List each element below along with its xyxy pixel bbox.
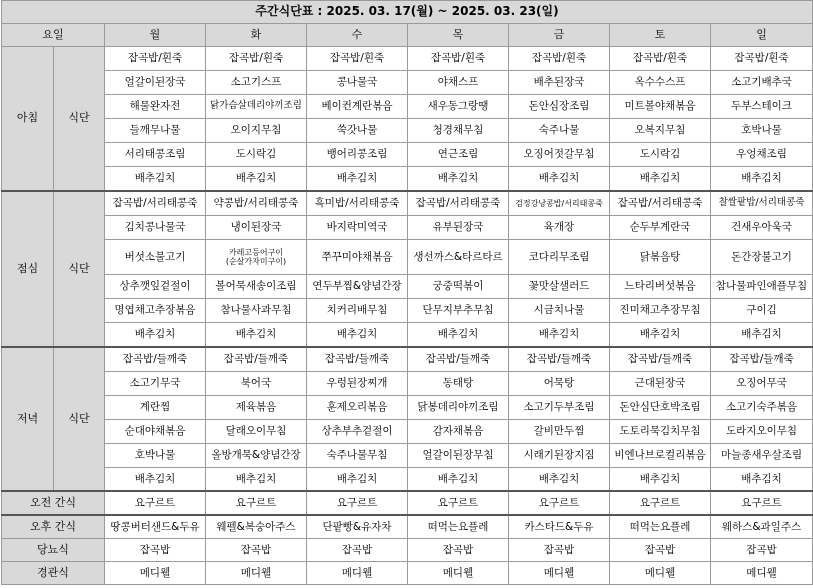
day-header: 일 <box>711 24 813 47</box>
breakfast-menu-item: 배추김치 <box>105 167 206 192</box>
lunch-menu-item: 약콩밥/서리태콩죽 <box>206 191 307 216</box>
dinner-menu-item: 잡곡밥/들깨죽 <box>610 347 711 372</box>
snack-item-pm: 떠먹는요플레 <box>408 515 509 539</box>
breakfast-menu-item: 잡곡밥/흰죽 <box>105 47 206 71</box>
lunch-menu-item: 건새우아욱국 <box>711 216 813 240</box>
snack-item-am: 요구르트 <box>105 491 206 515</box>
breakfast-menu-item: 숙주나물 <box>509 119 610 143</box>
breakfast-menu-item: 미트볼야채볶음 <box>610 95 711 119</box>
lunch-menu-item: 참나물사과무침 <box>206 299 307 323</box>
breakfast-menu-item: 소고기스프 <box>206 71 307 95</box>
breakfast-meal-sublabel: 식단 <box>54 47 105 192</box>
breakfast-menu-item: 야채스프 <box>408 71 509 95</box>
snack-item-diabetic: 잡곡밥 <box>105 539 206 562</box>
lunch-menu-item: 생선까스&타르타르 <box>408 240 509 275</box>
dinner-menu-item: 어묵탕 <box>509 372 610 396</box>
breakfast-menu-item: 서리태콩조림 <box>105 143 206 167</box>
breakfast-menu-item: 연근조림 <box>408 143 509 167</box>
lunch-menu-item: 배추김치 <box>711 323 813 348</box>
day-label-header: 요일 <box>2 24 105 47</box>
breakfast-menu-item: 배추김치 <box>408 167 509 192</box>
dinner-menu-item: 마늘종새우살조림 <box>711 444 813 468</box>
lunch-menu-item: 잡곡밥/서리태콩죽 <box>610 191 711 216</box>
dinner-menu-item: 숙주나물무침 <box>307 444 408 468</box>
snack-item-tube: 메디웰 <box>206 562 307 585</box>
snack-item-am: 요구르트 <box>610 491 711 515</box>
lunch-menu-item: 구이김 <box>711 299 813 323</box>
lunch-menu-item: 육개장 <box>509 216 610 240</box>
snack-item-pm: 웨하스&과일주스 <box>711 515 813 539</box>
breakfast-menu-item: 돈안심장조림 <box>509 95 610 119</box>
breakfast-menu-item: 잡곡밥/흰죽 <box>206 47 307 71</box>
lunch-menu-item: 흑미밥/서리태콩죽 <box>307 191 408 216</box>
snack-item-tube: 메디웰 <box>509 562 610 585</box>
snack-label-am: 오전 간식 <box>2 491 105 515</box>
breakfast-menu-item: 새우동그랑땡 <box>408 95 509 119</box>
lunch-menu-item: 진미채고추장무침 <box>610 299 711 323</box>
snack-item-diabetic: 잡곡밥 <box>408 539 509 562</box>
lunch-menu-item: 배추김치 <box>408 323 509 348</box>
dinner-menu-item: 배추김치 <box>206 468 307 492</box>
dinner-menu-item: 감자채볶음 <box>408 420 509 444</box>
breakfast-menu-item: 잡곡밥/흰죽 <box>610 47 711 71</box>
lunch-menu-item: 치커리배무침 <box>307 299 408 323</box>
lunch-menu-item: 버섯소불고기 <box>105 240 206 275</box>
breakfast-meal-label: 아침 <box>2 47 54 192</box>
breakfast-menu-item: 배추김치 <box>307 167 408 192</box>
dinner-menu-item: 우렁된장찌개 <box>307 372 408 396</box>
dinner-menu-item: 배추김치 <box>307 468 408 492</box>
snack-item-pm: 웨펠&복숭아주스 <box>206 515 307 539</box>
dinner-menu-item: 배추김치 <box>408 468 509 492</box>
breakfast-menu-item: 잡곡밥/흰죽 <box>307 47 408 71</box>
day-header: 금 <box>509 24 610 47</box>
snack-item-pm: 단팥빵&유자차 <box>307 515 408 539</box>
weekly-menu-table <box>1 0 813 585</box>
snack-item-am: 요구르트 <box>408 491 509 515</box>
breakfast-menu-item: 오복지무침 <box>610 119 711 143</box>
snack-item-pm: 땅콩버터샌드&두유 <box>105 515 206 539</box>
lunch-menu-item: 바지락미역국 <box>307 216 408 240</box>
menu-title: 주간식단표 : 2025. 03. 17(월) ~ 2025. 03. 23(일) <box>2 1 813 24</box>
snack-label-tube: 경관식 <box>2 562 105 585</box>
lunch-meal-sublabel: 식단 <box>54 191 105 347</box>
lunch-menu-item: 유부된장국 <box>408 216 509 240</box>
dinner-menu-item: 순대야채볶음 <box>105 420 206 444</box>
lunch-meal-label: 점심 <box>2 191 54 347</box>
dinner-menu-item: 도라지오이무침 <box>711 420 813 444</box>
breakfast-menu-item: 닭가슴살데리야끼조림 <box>206 95 307 119</box>
day-header: 화 <box>206 24 307 47</box>
breakfast-menu-item: 잡곡밥/흰죽 <box>509 47 610 71</box>
snack-item-tube: 메디웰 <box>307 562 408 585</box>
dinner-menu-item: 배추김치 <box>711 468 813 492</box>
breakfast-menu-item: 쑥갓나물 <box>307 119 408 143</box>
lunch-menu-item: 찰쌀팥밥/서리태콩죽 <box>711 191 813 216</box>
breakfast-menu-item: 청경채무침 <box>408 119 509 143</box>
dinner-menu-item: 소고기무국 <box>105 372 206 396</box>
snack-item-diabetic: 잡곡밥 <box>307 539 408 562</box>
breakfast-menu-item: 오징어젓갈무침 <box>509 143 610 167</box>
lunch-menu-item: 단무지부추무침 <box>408 299 509 323</box>
lunch-menu-item: 꽃맛살샐러드 <box>509 275 610 299</box>
snack-label-pm: 오후 간식 <box>2 515 105 539</box>
breakfast-menu-item: 옥수수스프 <box>610 71 711 95</box>
day-header: 수 <box>307 24 408 47</box>
lunch-menu-item: 배추김치 <box>206 323 307 348</box>
lunch-menu-item: 볼어묵새송이조림 <box>206 275 307 299</box>
dinner-menu-item: 닭봉데리야끼조림 <box>408 396 509 420</box>
snack-item-tube: 메디웰 <box>711 562 813 585</box>
dinner-menu-item: 잡곡밥/들깨죽 <box>307 347 408 372</box>
lunch-menu-item: 닭볶음탕 <box>610 240 711 275</box>
dinner-menu-item: 배추김치 <box>610 468 711 492</box>
day-header: 월 <box>105 24 206 47</box>
breakfast-menu-item: 도시락김 <box>206 143 307 167</box>
breakfast-menu-item: 배추된장국 <box>509 71 610 95</box>
dinner-menu-item: 올방개묵&양념간장 <box>206 444 307 468</box>
lunch-menu-item: 배추김치 <box>610 323 711 348</box>
lunch-menu-item: 느타리버섯볶음 <box>610 275 711 299</box>
breakfast-menu-item: 호박나물 <box>711 119 813 143</box>
dinner-menu-item: 북어국 <box>206 372 307 396</box>
breakfast-menu-item: 잡곡밥/흰죽 <box>711 47 813 71</box>
lunch-menu-item: 잡곡밥/서리태콩죽 <box>105 191 206 216</box>
dinner-menu-item: 상추부추겉절이 <box>307 420 408 444</box>
dinner-menu-item: 얼갈이된장무침 <box>408 444 509 468</box>
snack-item-am: 요구르트 <box>509 491 610 515</box>
lunch-menu-item: 코다리무조림 <box>509 240 610 275</box>
lunch-menu-item: 배추김치 <box>307 323 408 348</box>
dinner-menu-item: 갈비만두찜 <box>509 420 610 444</box>
dinner-menu-item: 잡곡밥/들깨죽 <box>408 347 509 372</box>
lunch-menu-item: 상추깻잎겉절이 <box>105 275 206 299</box>
breakfast-menu-item: 뱅어리콩조림 <box>307 143 408 167</box>
breakfast-menu-item: 소고기배추국 <box>711 71 813 95</box>
dinner-menu-item: 배추김치 <box>105 468 206 492</box>
lunch-menu-item: 쭈꾸미야채볶음 <box>307 240 408 275</box>
snack-item-pm: 떠먹는요플레 <box>610 515 711 539</box>
lunch-menu-item: 궁중떡볶이 <box>408 275 509 299</box>
lunch-menu-item: 돈간장불고기 <box>711 240 813 275</box>
breakfast-menu-item: 배추김치 <box>711 167 813 192</box>
lunch-menu-item: 참나물파인애플무침 <box>711 275 813 299</box>
snack-item-am: 요구르트 <box>711 491 813 515</box>
lunch-menu-item: 잡곡밥/서리태콩죽 <box>408 191 509 216</box>
dinner-menu-item: 잡곡밥/들깨죽 <box>206 347 307 372</box>
lunch-menu-item: 카레고등어구이 (순살가자미구이) <box>206 240 307 275</box>
breakfast-menu-item: 오이지무침 <box>206 119 307 143</box>
snack-label-diabetic: 당뇨식 <box>2 539 105 562</box>
dinner-menu-item: 소고기두부조림 <box>509 396 610 420</box>
dinner-menu-item: 호박나물 <box>105 444 206 468</box>
lunch-menu-item: 시금치나물 <box>509 299 610 323</box>
breakfast-menu-item: 베이컨계란볶음 <box>307 95 408 119</box>
breakfast-menu-item: 콩나물국 <box>307 71 408 95</box>
snack-item-diabetic: 잡곡밥 <box>610 539 711 562</box>
breakfast-menu-item: 배추김치 <box>610 167 711 192</box>
dinner-menu-item: 제육볶음 <box>206 396 307 420</box>
dinner-menu-item: 달래오이무침 <box>206 420 307 444</box>
snack-item-am: 요구르트 <box>206 491 307 515</box>
dinner-menu-item: 도토리묵김치무침 <box>610 420 711 444</box>
breakfast-menu-item: 도시락김 <box>610 143 711 167</box>
breakfast-menu-item: 배추김치 <box>509 167 610 192</box>
dinner-menu-item: 배추김치 <box>509 468 610 492</box>
dinner-menu-item: 근대된장국 <box>610 372 711 396</box>
dinner-menu-item: 소고기숙주볶음 <box>711 396 813 420</box>
breakfast-menu-item: 잡곡밥/흰죽 <box>408 47 509 71</box>
lunch-menu-item: 연두부찜&양념간장 <box>307 275 408 299</box>
dinner-menu-item: 잡곡밥/들깨죽 <box>711 347 813 372</box>
lunch-menu-item: 배추김치 <box>105 323 206 348</box>
snack-item-tube: 메디웰 <box>408 562 509 585</box>
snack-item-pm: 카스타드&두유 <box>509 515 610 539</box>
dinner-menu-item: 훈제오리볶음 <box>307 396 408 420</box>
lunch-menu-item: 냉이된장국 <box>206 216 307 240</box>
lunch-menu-item: 순두부계란국 <box>610 216 711 240</box>
dinner-menu-item: 동태탕 <box>408 372 509 396</box>
breakfast-menu-item: 해물완자전 <box>105 95 206 119</box>
snack-item-diabetic: 잡곡밥 <box>509 539 610 562</box>
snack-item-tube: 메디웰 <box>610 562 711 585</box>
dinner-menu-item: 비엔나브로컬리볶음 <box>610 444 711 468</box>
dinner-menu-item: 잡곡밥/들깨죽 <box>105 347 206 372</box>
breakfast-menu-item: 배추김치 <box>206 167 307 192</box>
snack-item-diabetic: 잡곡밥 <box>206 539 307 562</box>
dinner-menu-item: 잡곡밥/들깨죽 <box>509 347 610 372</box>
day-header: 토 <box>610 24 711 47</box>
day-header: 목 <box>408 24 509 47</box>
breakfast-menu-item: 우엉채조림 <box>711 143 813 167</box>
breakfast-menu-item: 들깨무나물 <box>105 119 206 143</box>
lunch-menu-item: 명엽채고추장볶음 <box>105 299 206 323</box>
lunch-menu-item: 김치콩나물국 <box>105 216 206 240</box>
snack-item-am: 요구르트 <box>307 491 408 515</box>
dinner-meal-label: 저녁 <box>2 347 54 491</box>
dinner-menu-item: 돈안심단호박조림 <box>610 396 711 420</box>
breakfast-menu-item: 얼갈이된장국 <box>105 71 206 95</box>
snack-item-tube: 메디웰 <box>105 562 206 585</box>
dinner-meal-sublabel: 식단 <box>54 347 105 491</box>
snack-item-diabetic: 잡곡밥 <box>711 539 813 562</box>
dinner-menu-item: 시래기된장지짐 <box>509 444 610 468</box>
lunch-menu-item: 검정강낭콩밥/서리태콩죽 <box>509 191 610 216</box>
dinner-menu-item: 오징어무국 <box>711 372 813 396</box>
dinner-menu-item: 계란찜 <box>105 396 206 420</box>
lunch-menu-item: 배추김치 <box>509 323 610 348</box>
breakfast-menu-item: 두부스테이크 <box>711 95 813 119</box>
